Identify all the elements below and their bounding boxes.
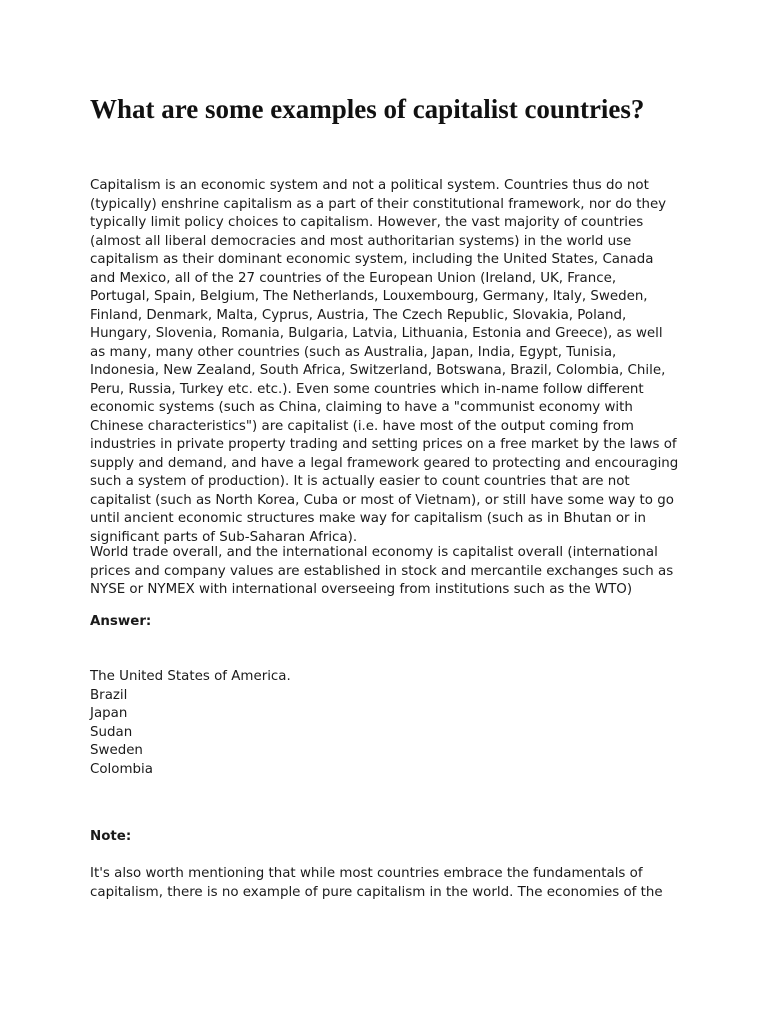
list-item: Japan [90,706,128,721]
answer-country-list [90,668,291,779]
world-trade-paragraph: World trade overall, and the international economy is capitalist overall (international prices and company values are established in stock and mercantile exchanges such as NYSE or NYMEX with international overseeing from institutions such as the WTO) [90,545,674,597]
list-item: The United States of America. [90,669,291,684]
note-paragraph: It's also worth mentioning that while most countries embrace the fundamentals of capitalism, there is no example of pure capitalism in the world. The economies of the [90,866,663,900]
list-item: Colombia [90,761,153,777]
page-title: What are some examples of capitalist countries? [90,94,645,124]
intro-paragraph: Capitalism is an economic system and not a political system. Countries thus do not (typically) enshrine capitalism as a part of their constitutional framework, nor do they typically limit policy choices to capitalism. However, the vast majority of countries (almost all liberal democracies and most authoritarian systems) in the world use capitalism as their dominant economic system, including the United States, Canada and Mexico, all of the 27 countries of the European Union (Ireland, UK, France, Portugal, Spain, Belgium, The Netherlands, Louxembourg, Germany, Italy, Sweden, Finland, Denmark, Malta, Cyprus, Austria, The Czech Republic, Slovakia, Poland, Hungary, Slovenia, Romania, Bulgaria, Latvia, Lithuania, Estonia and Greece), as well as many, many other countries (such as Australia, Japan, India, Egypt, Tunisia, Indonesia, New Zealand, South Africa, Switzerland, Botswana, Brazil, Colombia, Chile, Peru, Russia, Turkey etc. etc.). Even some countries which in-name follow different economic systems (such as China, claiming to have a "communist economy with Chinese characteristics") are capitalist (i.e. have most of the output coming from industries in private property trading and setting prices on a free market by the laws of supply and demand, and have a legal framework geared to protecting and encouraging such a system of production). It is actually easier to count countries that are not capitalist (such as North Korea, Cuba or most of Vietnam), or still have some way to go until ancient economic structures make way for capitalism (such as in Bhutan or in significant parts of Sub-Saharan Africa). [90,178,679,545]
list-item: Sudan [90,724,133,740]
note-heading: Note: [90,829,132,844]
list-item: Brazil [90,687,128,703]
list-item: Sweden [90,743,143,758]
answer-heading: Answer: [90,614,152,629]
